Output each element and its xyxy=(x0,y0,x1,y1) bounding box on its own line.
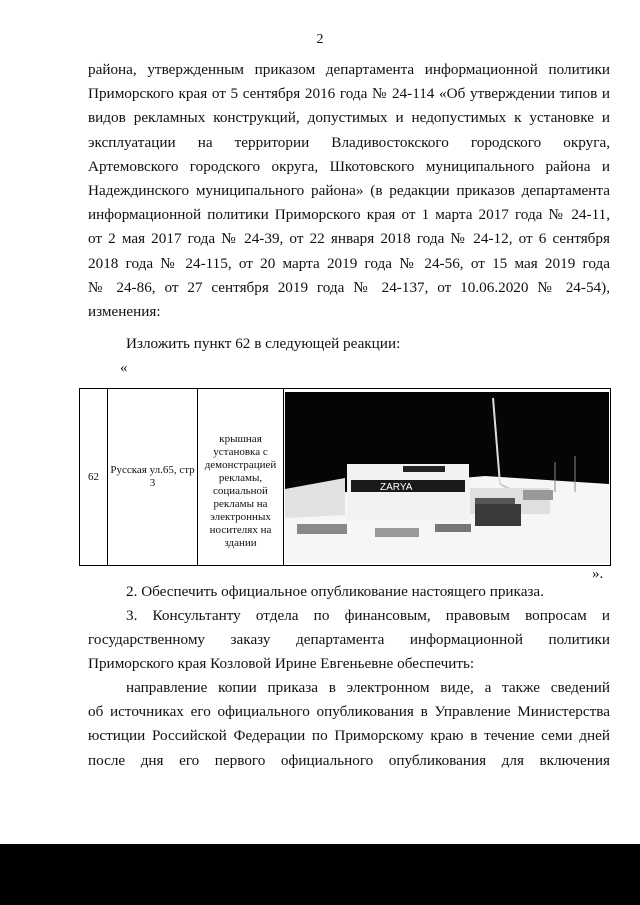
paragraph-line: об источниках его официального опубликования в Управление Министерства xyxy=(88,703,610,721)
page-number: 2 xyxy=(316,32,324,47)
paragraph-line: информационной политики Приморского края от 1 марта 2017 года № 24-11, xyxy=(88,206,610,224)
svg-text:ZARYA: ZARYA xyxy=(380,482,413,493)
building-photo xyxy=(285,392,609,563)
table-cell-address: Русская ул.65, стр 3 xyxy=(108,389,198,565)
item-2: 2. Обеспечить официальное опубликование настоящего приказа. xyxy=(126,583,544,600)
paragraph-line: Артемовского городского округа, Шкотовского муниципального района и xyxy=(88,157,610,175)
table-cell-type: крышная установка с демонстрацией рекламы, социальной рекламы на электронных носителях на здании xyxy=(198,389,284,565)
submission-paragraph xyxy=(88,676,610,773)
paragraph-line: 2018 года № 24-115, от 20 марта 2019 года № 24-56, от 15 мая 2019 года xyxy=(88,254,610,272)
paragraph-line: от 2 мая 2017 года № 24-39, от 22 января 2018 года № 24-12, от 6 сентября xyxy=(88,230,610,248)
paragraph-line: 3. Консультанту отдела по финансовым, правовым вопросам и xyxy=(126,607,610,624)
paragraph-line: государственному заказу департамента информационной политики xyxy=(88,631,610,649)
item-3 xyxy=(88,604,610,677)
paragraph-line: района, утвержденным приказом департамента информационной политики xyxy=(88,61,610,78)
close-quote: ». xyxy=(592,566,604,582)
paragraph-line: видов рекламных конструкций, допустимых и недопустимых к установке и xyxy=(88,109,610,127)
instruction-text: Изложить пункт 62 в следующей реакции: xyxy=(126,335,401,352)
paragraph-line: Приморского края от 5 сентября 2016 года № 24-114 «Об утверждении типов и xyxy=(88,85,610,103)
paragraph-line: юстиции Российской Федерации по Приморскому краю в течение семи дней xyxy=(88,727,610,745)
paragraph-line: Приморского края Козловой Ирине Евгеньевне обеспечить: xyxy=(88,655,475,673)
paragraph-line: эксплуатации на территории Владивостокского городского округа, xyxy=(88,133,610,151)
table-cell-number: 62 xyxy=(80,389,108,565)
paragraph-line: изменения: xyxy=(88,303,161,321)
paragraph-line: направление копии приказа в электронном виде, а также сведений xyxy=(126,679,610,696)
paragraph-line: после дня его первого официального опубликования для включения xyxy=(88,751,610,769)
building-photo-image xyxy=(285,392,609,563)
amendment-paragraph xyxy=(88,58,610,324)
paragraph-line: Надеждинского муниципального района» (в редакции приказов департамента xyxy=(88,182,610,200)
open-quote: « xyxy=(120,360,128,376)
paragraph-line: № 24-86, от 27 сентября 2019 года № 24-137, от 10.06.2020 № 24-54), xyxy=(88,278,610,296)
scan-bottom-bar xyxy=(0,844,640,905)
ad-structure-table xyxy=(79,388,611,566)
